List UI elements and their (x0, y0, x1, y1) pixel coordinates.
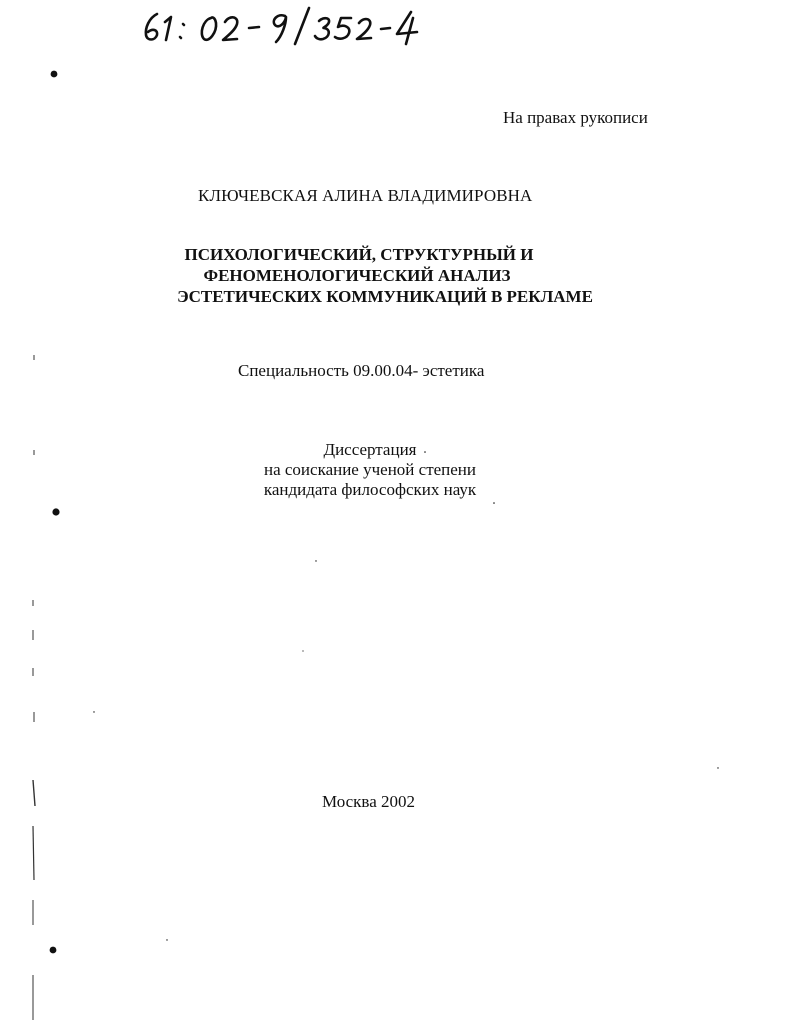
rights-notice: На правах рукописи (503, 108, 648, 127)
speck-mark (315, 560, 316, 561)
title-line: ПСИХОЛОГИЧЕСКИЙ, СТРУКТУРНЫЙ И (184, 245, 534, 264)
degree-line: на соискание ученой степени (263, 460, 477, 479)
city-year: Москва 2002 (322, 792, 416, 811)
speck-mark (166, 939, 167, 940)
degree-line: кандидата философских наук (263, 480, 477, 499)
degree-statement (260, 440, 480, 500)
dissertation-title (160, 244, 610, 307)
edge-mark (33, 826, 34, 880)
speck-mark (93, 711, 94, 712)
title-line: ФЕНОМЕНОЛОГИЧЕСКИЙ АНАЛИЗ (203, 266, 511, 285)
speck-mark (493, 502, 495, 504)
speck-mark (302, 650, 303, 651)
speck-mark (717, 767, 718, 768)
binding-hole-mark (51, 71, 58, 78)
binding-hole-mark (50, 947, 57, 954)
author-name: КЛЮЧЕВСКАЯ АЛИНА ВЛАДИМИРОВНА (198, 186, 533, 205)
title-line: ЭСТЕТИЧЕСКИХ КОММУНИКАЦИЙ В РЕКЛАМЕ (177, 287, 593, 306)
handwritten-code (135, 4, 435, 46)
binding-hole-mark (52, 508, 59, 515)
degree-line: Диссертация (323, 440, 417, 459)
edge-mark (33, 780, 35, 806)
specialty: Специальность 09.00.04- эстетика (238, 361, 485, 380)
